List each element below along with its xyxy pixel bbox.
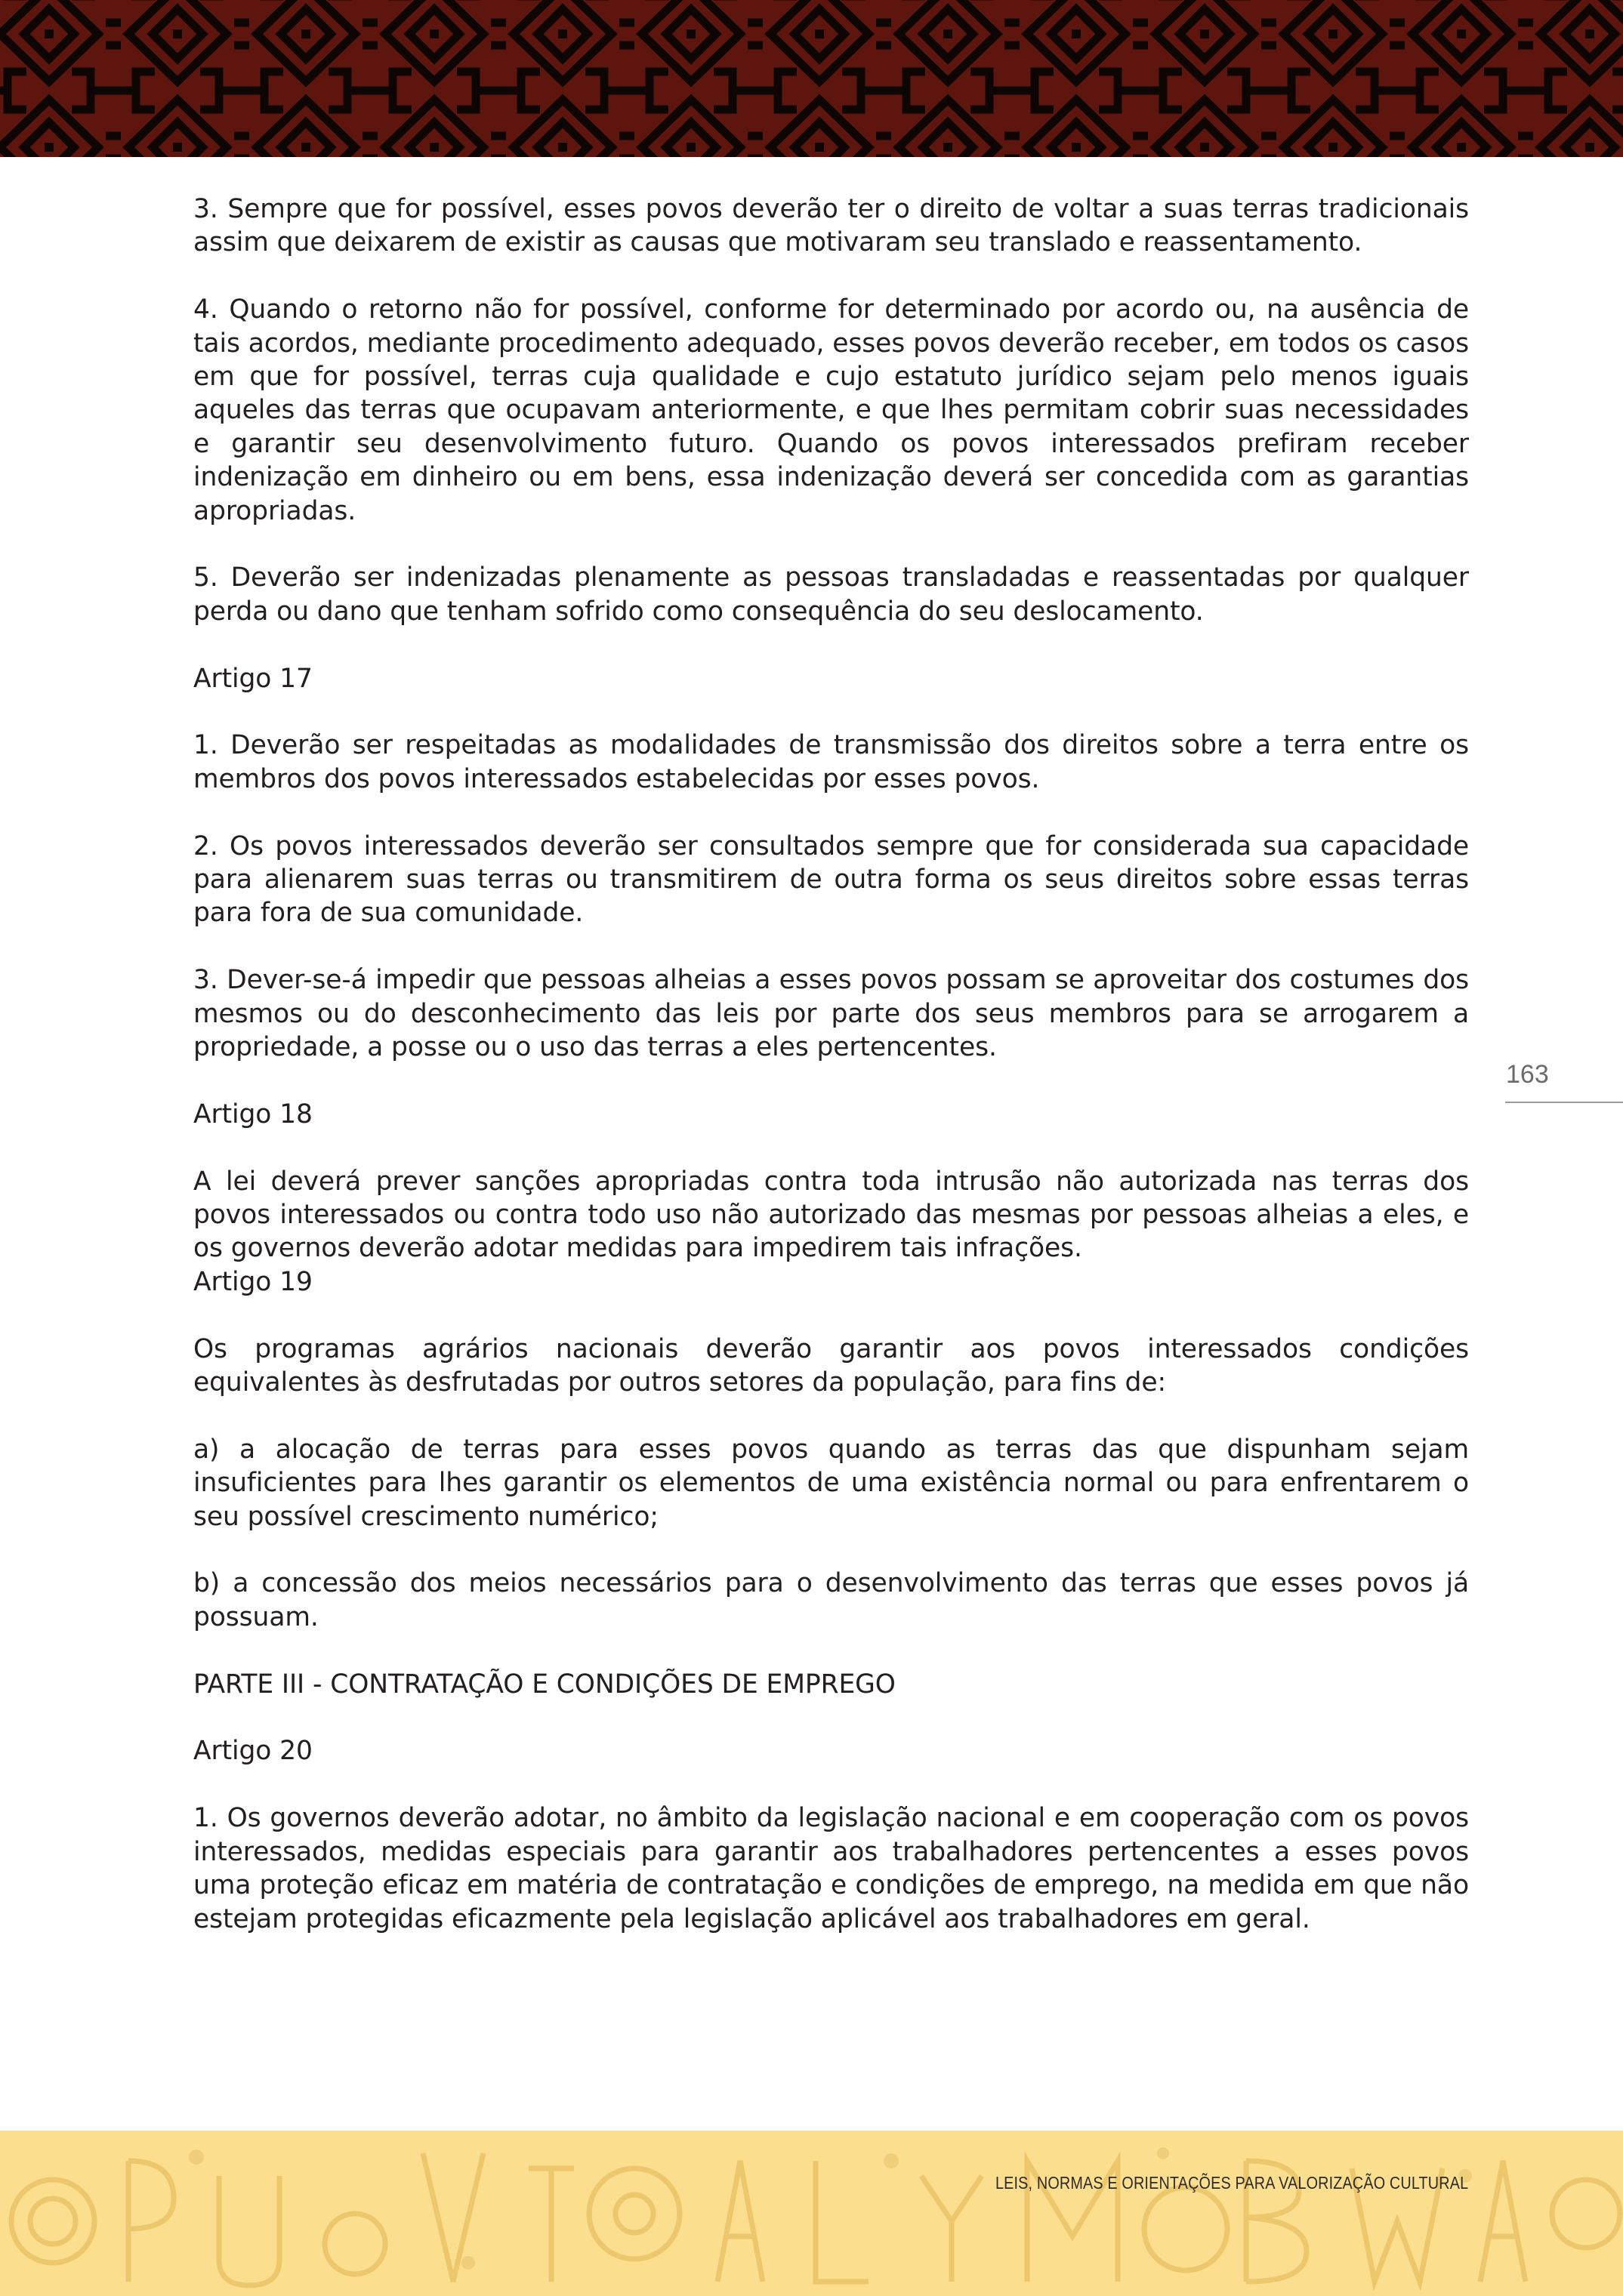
paragraph-20-1: 1. Os governos deverão adotar, no âmbito da legislação nacional e em cooperação com os povos interessados, medidas especiais para garantir aos trabalhadores pertencentes a esses povos uma proteção eficaz em matéria de contratação e condições de emprego, na medida em que não estejam protegidas eficazmente pela legislação aplicável aos trabalhadores em geral.	[193, 1803, 1469, 1934]
paragraph-16-5: 5. Deverão ser indenizadas plenamente as pessoas transladadas e reassentadas por qualquer perda ou dano que tenham sofrido como consequência do seu deslocamento.	[193, 562, 1469, 627]
article-body	[193, 193, 1469, 1969]
article-19-heading: Artigo 19	[193, 1266, 313, 1297]
page-number-rule	[1505, 1102, 1623, 1103]
footer-pattern-band	[0, 2131, 1623, 2296]
part-iii-heading: PARTE III - CONTRATAÇÃO E CONDIÇÕES DE EMPREGO	[193, 1669, 896, 1700]
article-17-heading: Artigo 17	[193, 663, 313, 694]
page-number: 163	[1506, 1060, 1549, 1089]
paragraph-18: A lei deverá prever sanções apropriadas contra toda intrusão não autorizada nas terras dos povos interessados ou contra todo uso não autorizado das mesmas por pessoas alheias a eles, e os governos deverão adotar medidas para impedirem tais infrações.	[193, 1166, 1469, 1264]
paragraph-17-3: 3. Dever-se-á impedir que pessoas alheias a esses povos possam se aproveitar dos costumes dos mesmos ou do desconhecimento das leis por parte dos seus membros para se arrogarem a propriedade, a posse ou o uso das terras a eles pertencentes.	[193, 965, 1469, 1063]
paragraph-19-a: a) a alocação de terras para esses povos quando as terras das que dispunham sejam insuficientes para lhes garantir os elementos de uma existência normal ou para enfrentarem o seu possível crescimento numérico;	[193, 1434, 1469, 1532]
article-20-heading: Artigo 20	[193, 1736, 313, 1767]
alphabet-glyph-art	[0, 2131, 1623, 2296]
paragraph-19-intro: Os programas agrários nacionais deverão garantir aos povos interessados condições equivalentes às desfrutadas por outros setores da população, para fins de:	[193, 1333, 1469, 1398]
paragraph-16-4: 4. Quando o retorno não for possível, conforme for determinado por acordo ou, na ausência de tais acordos, mediante procedimento adequado, esses povos deverão receber, em todos os casos em que for possível, terras cuja qualidade e cujo estatuto jurídico sejam pelo menos iguais aqueles das terras que ocupavam anteriormente, e que lhes permitam cobrir suas necessidades e garantir seu desenvolvimento futuro. Quando os povos interessados prefiram receber indenização em dinheiro ou em bens, essa indenização deverá ser concedida com as garantias apropriadas.	[193, 294, 1469, 526]
paragraph-17-2: 2. Os povos interessados deverão ser consultados sempre que for considerada sua capacidade para alienarem suas terras ou transmitirem de outra forma os seus direitos sobre essas terras para fora de sua comunidade.	[193, 831, 1469, 929]
paragraph-19-b: b) a concessão dos meios necessários para o desenvolvimento das terras que esses povos já possuam.	[193, 1568, 1469, 1632]
footer-publication-title: LEIS, NORMAS E ORIENTAÇÕES PARA VALORIZAÇÃO CULTURAL	[995, 2173, 1468, 2193]
article-18-heading: Artigo 18	[193, 1099, 313, 1130]
geometric-pattern-art	[0, 0, 1623, 157]
header-pattern-band	[0, 0, 1623, 157]
paragraph-16-3: 3. Sempre que for possível, esses povos deverão ter o direito de voltar a suas terras tradicionais assim que deixarem de existir as causas que motivaram seu translado e reassentamento.	[193, 194, 1469, 258]
paragraph-17-1: 1. Deverão ser respeitadas as modalidades de transmissão dos direitos sobre a terra entre os membros dos povos interessados estabelecidas por esses povos.	[193, 730, 1469, 794]
